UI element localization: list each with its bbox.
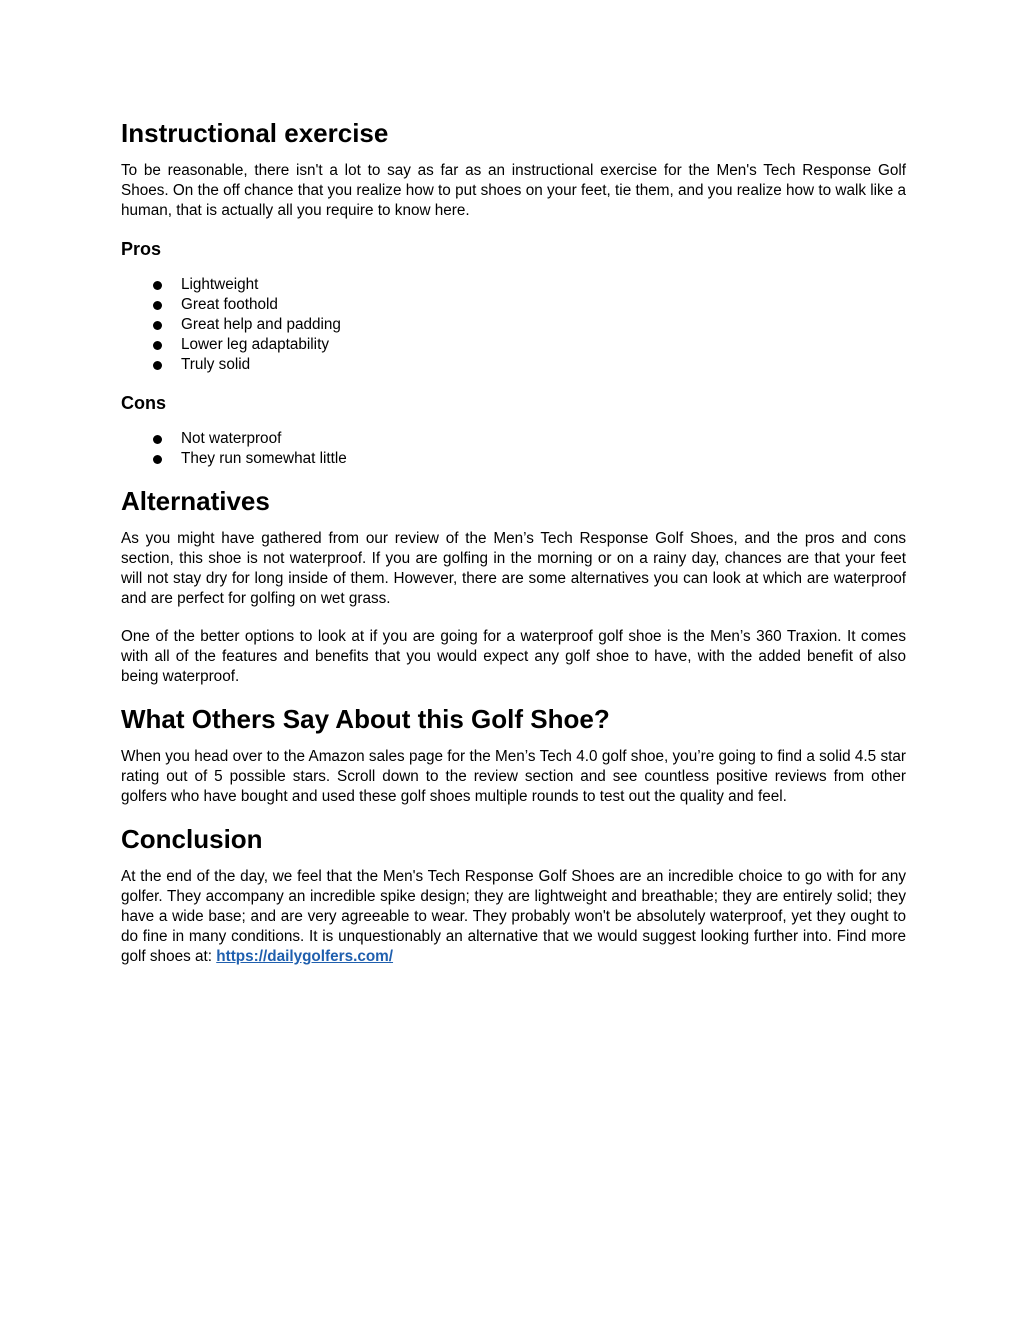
- cons-list: [121, 429, 906, 469]
- list-item: Great foothold: [121, 295, 906, 315]
- conclusion-heading: Conclusion: [121, 824, 263, 854]
- alternatives-paragraph-1: As you might have gathered from our review of the Men’s Tech Response Golf Shoes, and the pros and cons section, this shoe is not waterproof. If you are golfing in the morning or on a rainy day, chances are that your feet will not stay dry for long inside of them. However, there are some alternatives you can look at which are waterproof and are perfect for golfing on wet grass.: [121, 530, 906, 607]
- list-item: They run somewhat little: [121, 449, 906, 469]
- alternatives-paragraph-2: One of the better options to look at if you are going for a waterproof golf shoe is the Men’s 360 Traxion. It comes with all of the features and benefits that you would expect any golf shoe to have, with the added benefit of also being waterproof.: [121, 628, 906, 685]
- bullet-icon: [153, 341, 162, 350]
- instructional-heading: Instructional exercise: [121, 118, 389, 148]
- conclusion-text: At the end of the day, we feel that the Men's Tech Response Golf Shoes are an incredible choice to go with for any golfer. They accompany an incredible spike design; they are lightweight and breathable; they are entirely solid; they have a wide base; and are very agreeable to wear. They probably won't be absolutely waterproof, yet they ought to do fine in many conditions. It is unquestionably an alternative that we would suggest looking further into. Find more golf shoes at:: [121, 868, 906, 965]
- bullet-icon: [153, 301, 162, 310]
- list-item: Not waterproof: [121, 429, 906, 449]
- bullet-icon: [153, 455, 162, 464]
- bullet-icon: [153, 281, 162, 290]
- document-page: [121, 116, 906, 967]
- pros-heading: Pros: [121, 239, 162, 259]
- others-paragraph: When you head over to the Amazon sales page for the Men’s Tech 4.0 golf shoe, you’re going to find a solid 4.5 star rating out of 5 possible stars. Scroll down to the review section and see countless positive reviews from other golfers who have bought and used these golf shoes multiple rounds to test out the quality and feel.: [121, 748, 906, 805]
- list-item: Great help and padding: [121, 315, 906, 335]
- cons-heading: Cons: [121, 393, 166, 413]
- dailygolfers-link[interactable]: https://dailygolfers.com/: [216, 948, 394, 965]
- list-item: Lower leg adaptability: [121, 335, 906, 355]
- alternatives-heading: Alternatives: [121, 486, 270, 516]
- pros-list: [121, 275, 906, 375]
- list-item: Truly solid: [121, 355, 906, 375]
- bullet-icon: [153, 361, 162, 370]
- instructional-paragraph: To be reasonable, there isn't a lot to say as far as an instructional exercise for the Men's Tech Response Golf Shoes. On the off chance that you realize how to put shoes on your feet, tie them, and you realize how to walk like a human, that is actually all you require to know here.: [121, 162, 906, 219]
- bullet-icon: [153, 435, 162, 444]
- bullet-icon: [153, 321, 162, 330]
- conclusion-paragraph: [121, 867, 906, 967]
- list-item: Lightweight: [121, 275, 906, 295]
- others-heading: What Others Say About this Golf Shoe?: [121, 704, 610, 734]
